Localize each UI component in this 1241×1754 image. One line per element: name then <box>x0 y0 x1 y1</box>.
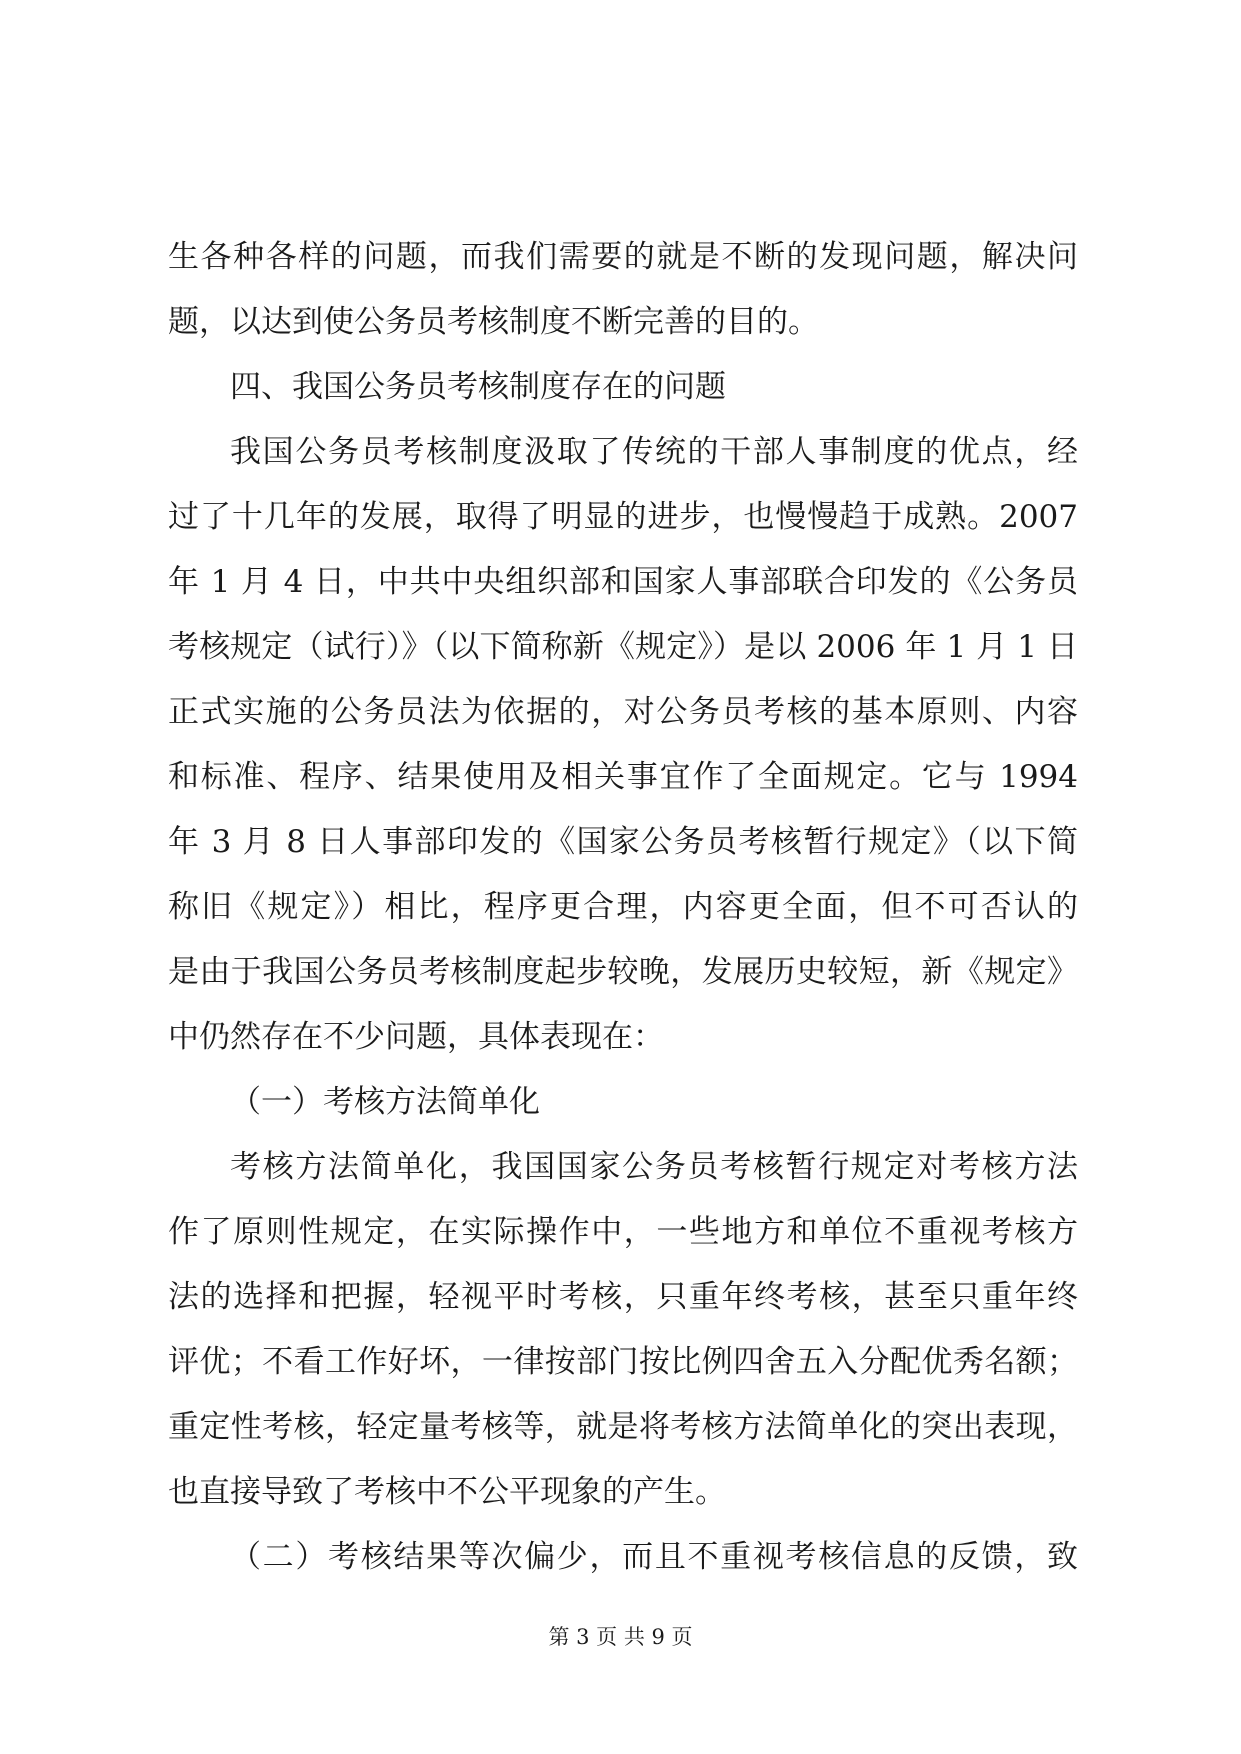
text-line: 我国公务员考核制度汲取了传统的干部人事制度的优点，经 <box>230 434 1078 470</box>
text-line: 作了原则性规定，在实际操作中，一些地方和单位不重视考核方 <box>168 1214 1078 1250</box>
text-line: 正式实施的公务员法为依据的，对公务员考核的基本原则、内容 <box>168 694 1078 730</box>
text-line: 中仍然存在不少问题，具体表现在： <box>168 1019 664 1055</box>
text-line: 考核规定（试行）》（以下简称新《规定》）是以 2006 年 1 月 1 日 <box>168 629 1078 665</box>
text-line: 是由于我国公务员考核制度起步较晚，发展历史较短，新《规定》 <box>168 954 1078 990</box>
text-line: 四、我国公务员考核制度存在的问题 <box>230 369 726 405</box>
text-line: 考核方法简单化，我国国家公务员考核暂行规定对考核方法 <box>230 1149 1078 1185</box>
text-line: 年 3 月 8 日人事部印发的《国家公务员考核暂行规定》（以下简 <box>168 824 1078 860</box>
text-line: 过了十几年的发展，取得了明显的进步，也慢慢趋于成熟。2007 <box>168 499 1078 535</box>
page-footer: 第 3 页 共 9 页 <box>548 1625 693 1649</box>
text-line: 年 1 月 4 日，中共中央组织部和国家人事部联合印发的《公务员 <box>168 564 1078 600</box>
text-line: 生各种各样的问题，而我们需要的就是不断的发现问题，解决问 <box>168 239 1078 275</box>
text-line: 也直接导致了考核中不公平现象的产生。 <box>168 1474 726 1510</box>
document-body <box>168 225 1078 1590</box>
text-line: 法的选择和把握，轻视平时考核，只重年终考核，甚至只重年终 <box>168 1279 1078 1315</box>
text-line: 称旧《规定》）相比，程序更合理，内容更全面，但不可否认的 <box>168 889 1078 925</box>
text-line: 题，以达到使公务员考核制度不断完善的目的。 <box>168 304 819 340</box>
text-line: （一）考核方法简单化 <box>230 1084 540 1120</box>
text-line: （二）考核结果等次偏少，而且不重视考核信息的反馈，致 <box>230 1539 1078 1575</box>
text-line: 评优；不看工作好坏，一律按部门按比例四舍五入分配优秀名额； <box>168 1344 1078 1380</box>
text-line: 和标准、程序、结果使用及相关事宜作了全面规定。它与 1994 <box>168 759 1078 795</box>
text-line: 重定性考核，轻定量考核等，就是将考核方法简单化的突出表现， <box>168 1409 1078 1445</box>
